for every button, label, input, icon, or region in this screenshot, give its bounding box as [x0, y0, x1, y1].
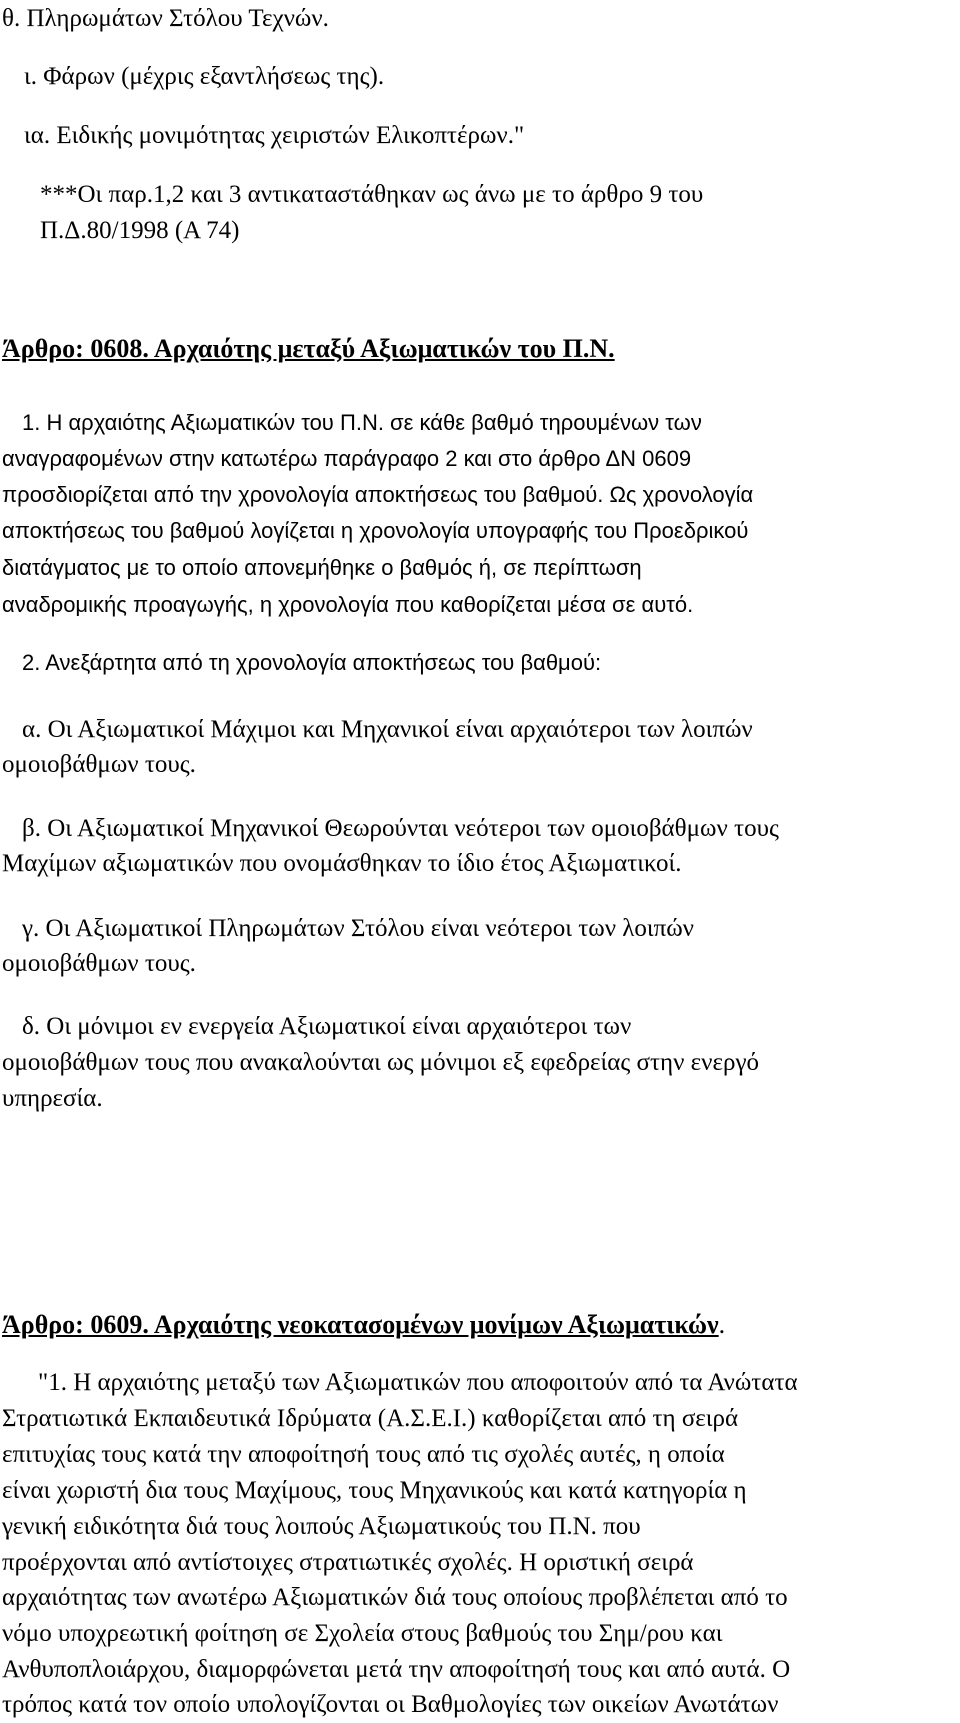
article-0608-para1-line-5: διατάγματος με το οποίο απονεμήθηκε ο βαθμός ή, σε περίπτωση: [2, 555, 642, 580]
article-0608-heading: Άρθρο: 0608. Αρχαιότης μεταξύ Αξιωματικών του Π.Ν.: [2, 334, 615, 363]
article-0609-para1-line-8: νόμο υποχρεωτική φοίτηση σε Σχολεία στους βαθμούς του Σημ/ρου και: [2, 1620, 723, 1647]
article-0608-item-b-line-1: β. Οι Αξιωματικοί Μηχανικοί Θεωρούνται νεότεροι των ομοιοβάθμων τους: [22, 815, 779, 842]
article-0609-para1-line-4: είναι χωριστή δια τους Μαχίμους, τους Μηχανικούς και κατά κατηγορία η: [2, 1477, 747, 1504]
article-0609-para1-line-6: προέρχονται από αντίστοιχες στρατιωτικές σχολές. Η οριστική σειρά: [2, 1549, 694, 1576]
amendment-note-line-2: Π.Δ.80/1998 (Α 74): [40, 217, 240, 244]
list-item-iota-alpha: ια. Ειδικής μονιμότητας χειριστών Ελικοπτέρων.": [24, 122, 525, 149]
article-0609-para1-line-2: Στρατιωτικά Εκπαιδευτικά Ιδρύματα (Α.Σ.Ε.Ι.) καθορίζεται από τη σειρά: [2, 1405, 739, 1432]
article-0609-para1-line-3: επιτυχίας τους κατά την αποφοίτησή τους από τις σχολές αυτές, η οποία: [2, 1441, 725, 1468]
article-0608-item-c-line-1: γ. Οι Αξιωματικοί Πληρωμάτων Στόλου είναι νεότεροι των λοιπών: [22, 915, 694, 942]
article-0608-para1-line-1: 1. Η αρχαιότης Αξιωματικών του Π.Ν. σε κάθε βαθμό τηρουμένων των: [22, 410, 702, 435]
article-0608-item-a-line-1: α. Οι Αξιωματικοί Μάχιμοι και Μηχανικοί είναι αρχαιότεροι των λοιπών: [22, 716, 753, 743]
article-0609-heading-wrap: [2, 1310, 725, 1340]
article-0608-para1-line-3: προσδιορίζεται από την χρονολογία αποκτήσεως του βαθμού. Ως χρονολογία: [2, 482, 754, 507]
article-0609-heading: Άρθρο: 0609. Αρχαιότης νεοκατασομένων μονίμων Αξιωματικών: [2, 1310, 719, 1339]
article-0609-para1-line-1: "1. Η αρχαιότης μεταξύ των Αξιωματικών που αποφοιτούν από τα Ανώτατα: [38, 1369, 798, 1396]
article-0608-item-a-line-2: ομοιοβάθμων τους.: [2, 751, 196, 778]
article-0609-para1-line-7: αρχαιότητας των ανωτέρω Αξιωματικών διά τους οποίους προβλέπεται από το: [2, 1584, 788, 1611]
article-0609-para1-line-10: τρόπος κατά τον οποίο υπολογίζονται οι Βαθμολογίες των οικείων Ανωτάτων: [2, 1691, 779, 1718]
article-0608-para1-line-6: αναδρομικής προαγωγής, η χρονολογία που καθορίζεται μέσα σε αυτό.: [2, 592, 694, 617]
article-0608-item-d-line-3: υπηρεσία.: [2, 1085, 103, 1112]
article-0608-para2-intro: 2. Ανεξάρτητα από τη χρονολογία αποκτήσεως του βαθμού:: [22, 650, 602, 675]
article-0608-para1-line-4: αποκτήσεως του βαθμού λογίζεται η χρονολογία υπογραφής του Προεδρικού: [2, 518, 749, 543]
article-0608-para1-line-2: αναγραφομένων στην κατωτέρω παράγραφο 2 και στο άρθρο ΔΝ 0609: [2, 446, 692, 471]
article-0608-item-d-line-2: ομοιοβάθμων τους που ανακαλούνται ως μόνιμοι εξ εφεδρείας στην ενεργό: [2, 1049, 759, 1076]
list-item-theta: θ. Πληρωμάτων Στόλου Τεχνών.: [2, 5, 329, 32]
article-0609-para1-line-5: γενική ειδικότητα διά τους λοιπούς Αξιωματικούς του Π.Ν. που: [2, 1513, 641, 1540]
article-0608-item-c-line-2: ομοιοβάθμων τους.: [2, 950, 196, 977]
amendment-note-line-1: ***Οι παρ.1,2 και 3 αντικαταστάθηκαν ως άνω με το άρθρο 9 του: [40, 181, 704, 208]
article-0608-item-b-line-2: Μαχίμων αξιωματικών που ονομάσθηκαν το ίδιο έτος Αξιωματικοί.: [2, 850, 682, 877]
article-0609-para1-line-9: Ανθυποπλοιάρχου, διαμορφώνεται μετά την αποφοίτησή τους και από αυτά. Ο: [2, 1656, 791, 1683]
article-0609-heading-period: .: [718, 1310, 726, 1339]
article-0608-item-d-line-1: δ. Οι μόνιμοι εν ενεργεία Αξιωματικοί είναι αρχαιότεροι των: [22, 1013, 632, 1040]
list-item-iota: ι. Φάρων (μέχρις εξαντλήσεως της).: [24, 63, 385, 90]
